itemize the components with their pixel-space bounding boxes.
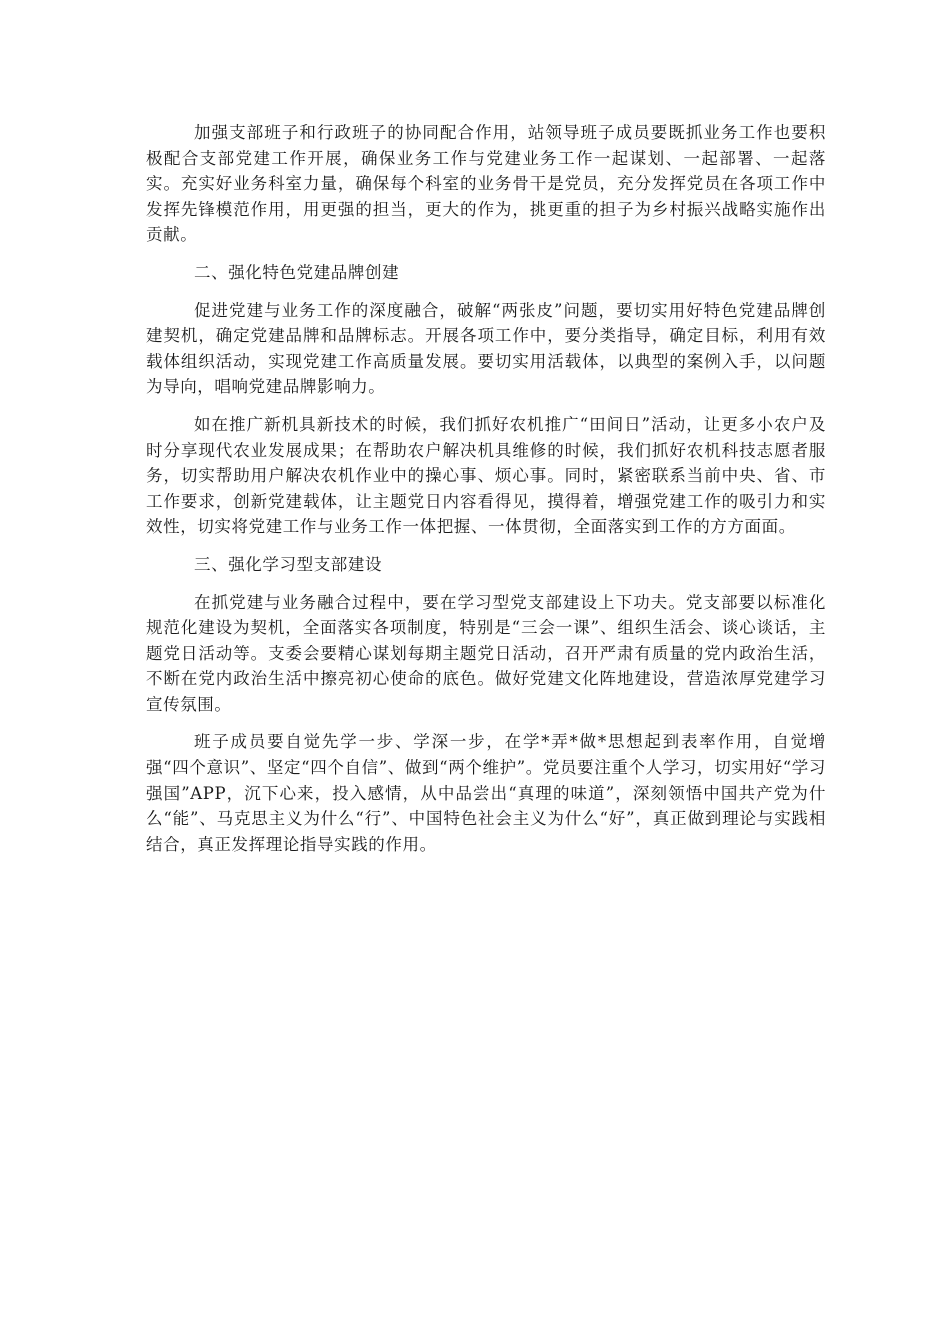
- section-heading-brand: 二、强化特色党建品牌创建: [194, 262, 400, 282]
- paragraph-brand-examples: 如在推广新机具新技术的时候，我们抓好农机推广“田间日”活动，让更多小农户及时分享现代农业发展成果；在帮助农户解决机具维修的时候，我们抓好农机科技志愿者服务，切实帮助用户解决农机作业中的操心事、烦心事。同时，紧密联系当前中央、省、市工作要求，创新党建载体，让主题党日内容看得见，摸得着，增强党建工作的吸引力和实效性，切实将党建工作与业务工作一体把握、一体贯彻，全面落实到工作的方方面面。: [146, 414, 826, 537]
- paragraph-learning-branch: 在抓党建与业务融合过程中，要在学习型党支部建设上下功夫。党支部要以标准化规范化建设为契机，全面落实各项制度，特别是“三会一课”、组织生活会、谈心谈话，主题党日活动等。支委会要精心谋划每期主题党日活动，召开严肃有质量的党内政治生活，不断在党内政治生活中擦亮初心使命的底色。做好党建文化阵地建设，营造浓厚党建学习宣传氛围。: [146, 592, 826, 714]
- document-body: [146, 120, 826, 869]
- paragraph-coordination: 加强支部班子和行政班子的协同配合作用，站领导班子成员要既抓业务工作也要积极配合支部党建工作开展，确保业务工作与党建业务工作一起谋划、一起部署、一起落实。充实好业务科室力量，确保每个科室的业务骨干是党员，充分发挥党员在各项工作中发挥先锋模范作用，用更强的担当，更大的作为，挑更重的担子为乡村振兴战略实施作出贡献。: [146, 123, 826, 245]
- paragraph-learning-members: 班子成员要自觉先学一步、学深一步，在学*弄*做*思想起到表率作用，自觉增强“四个意识”、坚定“四个自信”、做到“两个维护”。党员要注重个人学习，切实用好“学习强国”APP，沉下心来，投入感情，从中品尝出“真理的味道”，深刻领悟中国共产党为什么“能”、马克思主义为什么“行”、中国特色社会主义为什么“好”，真正做到理论与实践相结合，真正发挥理论指导实践的作用。: [146, 732, 826, 854]
- paragraph-brand-integration: 促进党建与业务工作的深度融合，破解“两张皮”问题，要切实用好特色党建品牌创建契机，确定党建品牌和品牌标志。开展各项工作中，要分类指导，确定目标，利用有效载体组织活动，实现党建工作高质量发展。要切实用活载体，以典型的案例入手，以问题为导向，唱响党建品牌影响力。: [146, 300, 826, 397]
- section-heading-learning: 三、强化学习型支部建设: [194, 554, 383, 574]
